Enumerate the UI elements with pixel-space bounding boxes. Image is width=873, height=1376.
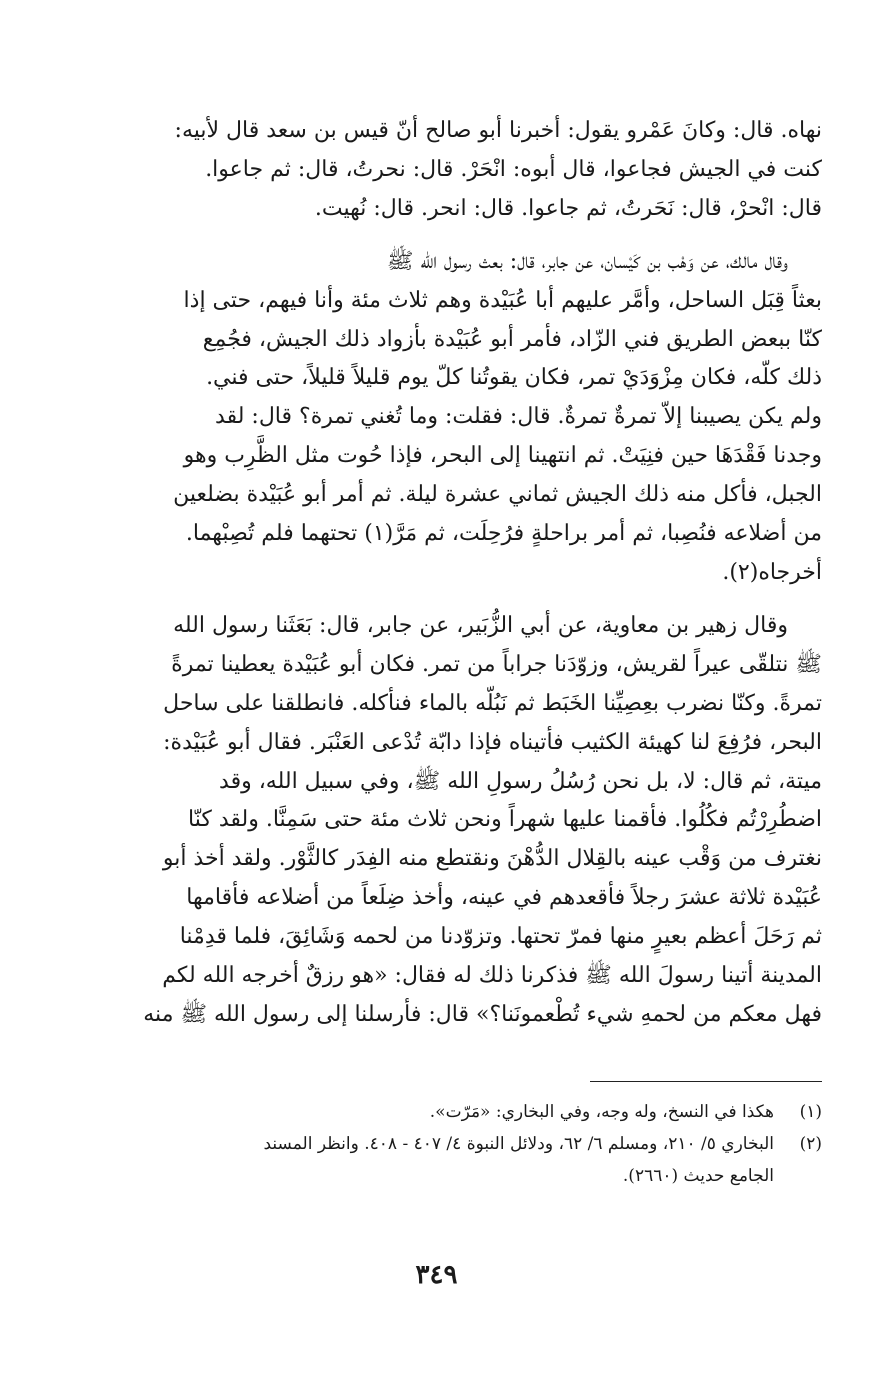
text-line bbox=[104, 243, 822, 282]
text-line: كنت في الجيش فجاعوا، قال أبوه: انْحَرْ. قال: نحرتُ، قال: ثم جاعوا. bbox=[205, 156, 822, 182]
main-text bbox=[104, 112, 822, 1035]
text-line: أخرجاه(٢). bbox=[722, 559, 822, 585]
paragraph-3 bbox=[104, 607, 822, 1035]
text-line: الجبل، فأكل منه ذلك الجيش ثماني عشرة ليلة. ثم أمر أبو عُبَيْدة بضلعين bbox=[173, 482, 822, 508]
text-line: ذلك كلّه، فكان مِزْوَدَيْ تمر، فكان يقوتُنا كلّ يوم قليلاً قليلاً، حتى فني. bbox=[206, 365, 822, 391]
text-line: ثم رَحَلَ أعظم بعيرٍ منها فمرّ تحتها. وتزوّدنا من لحمه وَشَائِقَ، فلما قدِمْنا bbox=[179, 924, 822, 950]
text-line: فهل معكم من لحمهِ شيء تُطْعمونَنا؟» قال: فأرسلنا إلى رسول الله ﷺ منه bbox=[143, 1001, 822, 1027]
text-line: نهاه. قال: وكانَ عَمْرو يقول: أخبرنا أبو صالح أنّ قيس بن سعد قال لأبيه: bbox=[174, 118, 822, 143]
text-line: تمرةً. وكنّا نضرب بعِصِيِّنا الخَبَط ثم نَبُلّه بالماء فنأكله. فانطلقنا على ساحل bbox=[163, 690, 822, 716]
footnote-number: (٢) bbox=[799, 1134, 822, 1154]
text-line: من أضلاعه فنُصِبا، ثم أمر براحلةٍ فرُحِلَت، ثم مَرَّ(١) تحتهما فلم تُصِبْهما. bbox=[185, 521, 822, 547]
text-line: ﷺ نتلقّى عيراً لقريش، وزوّدَنا جراباً من تمر. فكان أبو عُبَيْدة يعطينا تمرةً bbox=[171, 651, 822, 677]
text-line: ميتة، ثم قال: لا، بل نحن رُسُلُ رسولِ الله ﷺ، وفي سبيل الله، وقد bbox=[219, 768, 822, 794]
text-line: المدينة أتينا رسولَ الله ﷺ فذكرنا ذلك له فقال: «هو رزقٌ أخرجه الله لكم bbox=[162, 963, 822, 989]
text-line: كنّا ببعض الطريق فني الزّاد، فأمر أبو عُبَيْدة بأزواد ذلك الجيش، فجُمِع bbox=[202, 326, 822, 352]
text-line: عُبَيْدة ثلاثة عشرَ رجلاً فأقعدهم في عينه، وأخذ ضِلَعاً من أضلاعه فأقامها bbox=[186, 885, 822, 911]
footnote-line: هكذا في النسخ، وله وجه، وفي البخاري: «مَرّت». bbox=[429, 1102, 774, 1122]
footnotes bbox=[104, 1096, 822, 1192]
text-line bbox=[104, 607, 822, 646]
text-line: ولم يكن يصيبنا إلاّ تمرةٌ تمرةٌ. قال: فقلت: وما تُغني تمرة؟ قال: لقد bbox=[215, 404, 822, 430]
page-number: ٣٤٩ bbox=[415, 1260, 458, 1290]
text-line: البحر، فرُفِعَ لنا كهيئة الكثيب فأتيناه فإذا دابّة تُدْعى العَنْبَر. فقال أبو عُبَيْدة: bbox=[163, 729, 822, 755]
text-line-content: وقال زهير بن معاوية، عن أبي الزُّبَير، عن جابر، قال: بَعَثَنا رسول الله bbox=[173, 612, 788, 638]
footnote-text bbox=[104, 1128, 774, 1192]
footnote-2 bbox=[104, 1128, 822, 1192]
text-line: نغترف من وَقْب عينه بالقِلال الدُّهْنَ ونقتطع منه الفِدَر كالثَّوْر. ولقد أخذ أبو bbox=[162, 846, 822, 872]
text-line: قال: انْحرْ، قال: نَحَرتُ، ثم جاعوا. قال: انحر. قال: نُهيت. bbox=[314, 195, 822, 221]
footnote-number: (١) bbox=[799, 1102, 822, 1122]
footnote-1 bbox=[104, 1096, 822, 1128]
text-line-content: وقال مالك، عن وَهْب بن كَيْسان، عن جابر، قال: بعث رسول الله ﷺ bbox=[386, 248, 788, 274]
footnote-separator bbox=[590, 1081, 822, 1082]
text-line: وجدنا فَقْدَهَا حين فنِيَتْ. ثم انتهينا إلى البحر، فإذا حُوت مثل الظَّرِب وهو bbox=[183, 443, 822, 469]
footnote-line: البخاري ٥/ ٢١٠، ومسلم ٦/ ٦٢، ودلائل النبوة ٤/ ٤٠٧ - ٤٠٨. وانظر المسند bbox=[263, 1134, 774, 1154]
paragraph-1 bbox=[104, 112, 822, 229]
paragraph-2 bbox=[104, 243, 822, 593]
footnote-text bbox=[104, 1096, 774, 1128]
text-line: بعثاً قِبَل الساحل، وأمَّر عليهم أبا عُبَيْدة وهم ثلاث مئة وأنا فيهم، حتى إذا bbox=[183, 287, 822, 313]
footnote-line: الجامع حديث (٢٦٦٠). bbox=[622, 1166, 774, 1186]
text-line: اضطُرِرْتُم فكُلُوا. فأقمنا عليها شهراً ونحن ثلاث مئة حتى سَمِنَّا. ولقد كنّا bbox=[188, 807, 822, 833]
